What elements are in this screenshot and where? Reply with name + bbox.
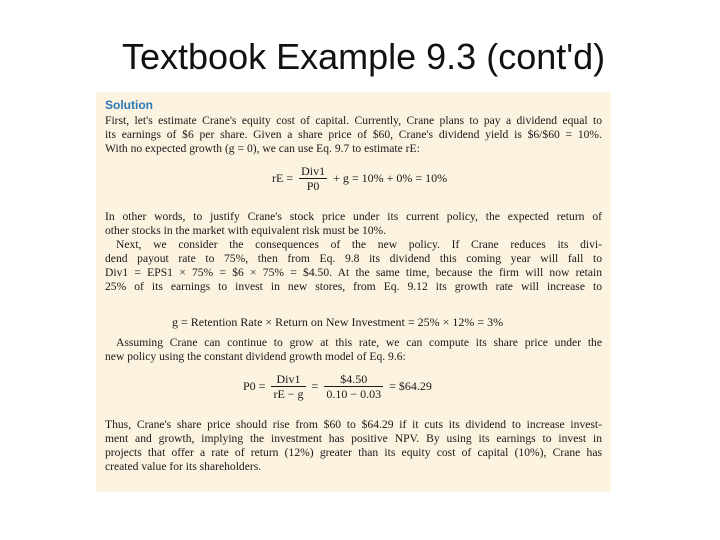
text-line: its earnings of $6 per share. Given a share price of $60, Crane's dividend yield is $6/$60 = 10%.	[105, 128, 602, 141]
fraction-numerator: Div1	[301, 164, 326, 178]
solution-heading: Solution	[105, 98, 153, 112]
equals-sign: =	[311, 379, 319, 393]
text-line: created value for its shareholders.	[105, 460, 262, 473]
text-line: Next, we consider the consequences of the new policy. If Crane reduces its divi-	[116, 238, 602, 251]
fraction-denominator: P0	[306, 179, 320, 193]
equation-lhs: P0 =	[243, 379, 266, 393]
solution-panel	[96, 92, 611, 492]
fraction-denominator: 0.10 − 0.03	[326, 387, 382, 401]
fraction-numerator: Div1	[271, 372, 305, 387]
text-line: projects that offer a rate of return (12%) greater than its equity cost of capital (10%), Crane has	[105, 446, 602, 459]
text-line: Thus, Crane's share price should rise from $60 to $64.29 if it cuts its dividend to increase invest-	[105, 418, 602, 431]
text-line: new policy using the constant dividend growth model of Eq. 9.6:	[105, 350, 406, 363]
text-line: other stocks in the market with equivalent risk must be 10%.	[105, 224, 387, 237]
equation-cost-of-equity	[272, 164, 447, 193]
equation-share-price	[243, 372, 432, 401]
equation-rhs: = $64.29	[389, 379, 432, 393]
text-line: First, let's estimate Crane's equity cost of capital. Currently, Crane plans to pay a dividend equal to	[105, 114, 602, 127]
text-line: Div1 = EPS1 × 75% = $6 × 75% = $4.50. At the same time, because the firm will now retain	[105, 266, 602, 279]
slide-title: Textbook Example 9.3 (cont'd)	[122, 36, 606, 77]
fraction-denominator: rE − g	[273, 387, 304, 401]
text-line: With no expected growth (g = 0), we can use Eq. 9.7 to estimate rE:	[105, 142, 420, 155]
equation-rhs: + g = 10% + 0% = 10%	[333, 171, 448, 185]
text-line: 25% of its earnings to invest in new stores, from Eq. 9.12 its growth rate will increase to	[105, 280, 602, 293]
text-line: dend payout rate to 75%, then from Eq. 9.8 its dividend this coming year will fall to	[105, 252, 602, 265]
text-line: Assuming Crane can continue to grow at this rate, we can compute its share price under the	[116, 336, 602, 349]
fraction-numerator: $4.50	[324, 372, 383, 387]
text-line: In other words, to justify Crane's stock price under its current policy, the expected return of	[105, 210, 602, 223]
equation-growth-rate: g = Retention Rate × Return on New Investment = 25% × 12% = 3%	[172, 315, 504, 329]
text-line: ment and growth, implying the investment has positive NPV. By using its earnings to invest in	[105, 432, 602, 445]
equation-lhs: rE =	[272, 171, 294, 185]
